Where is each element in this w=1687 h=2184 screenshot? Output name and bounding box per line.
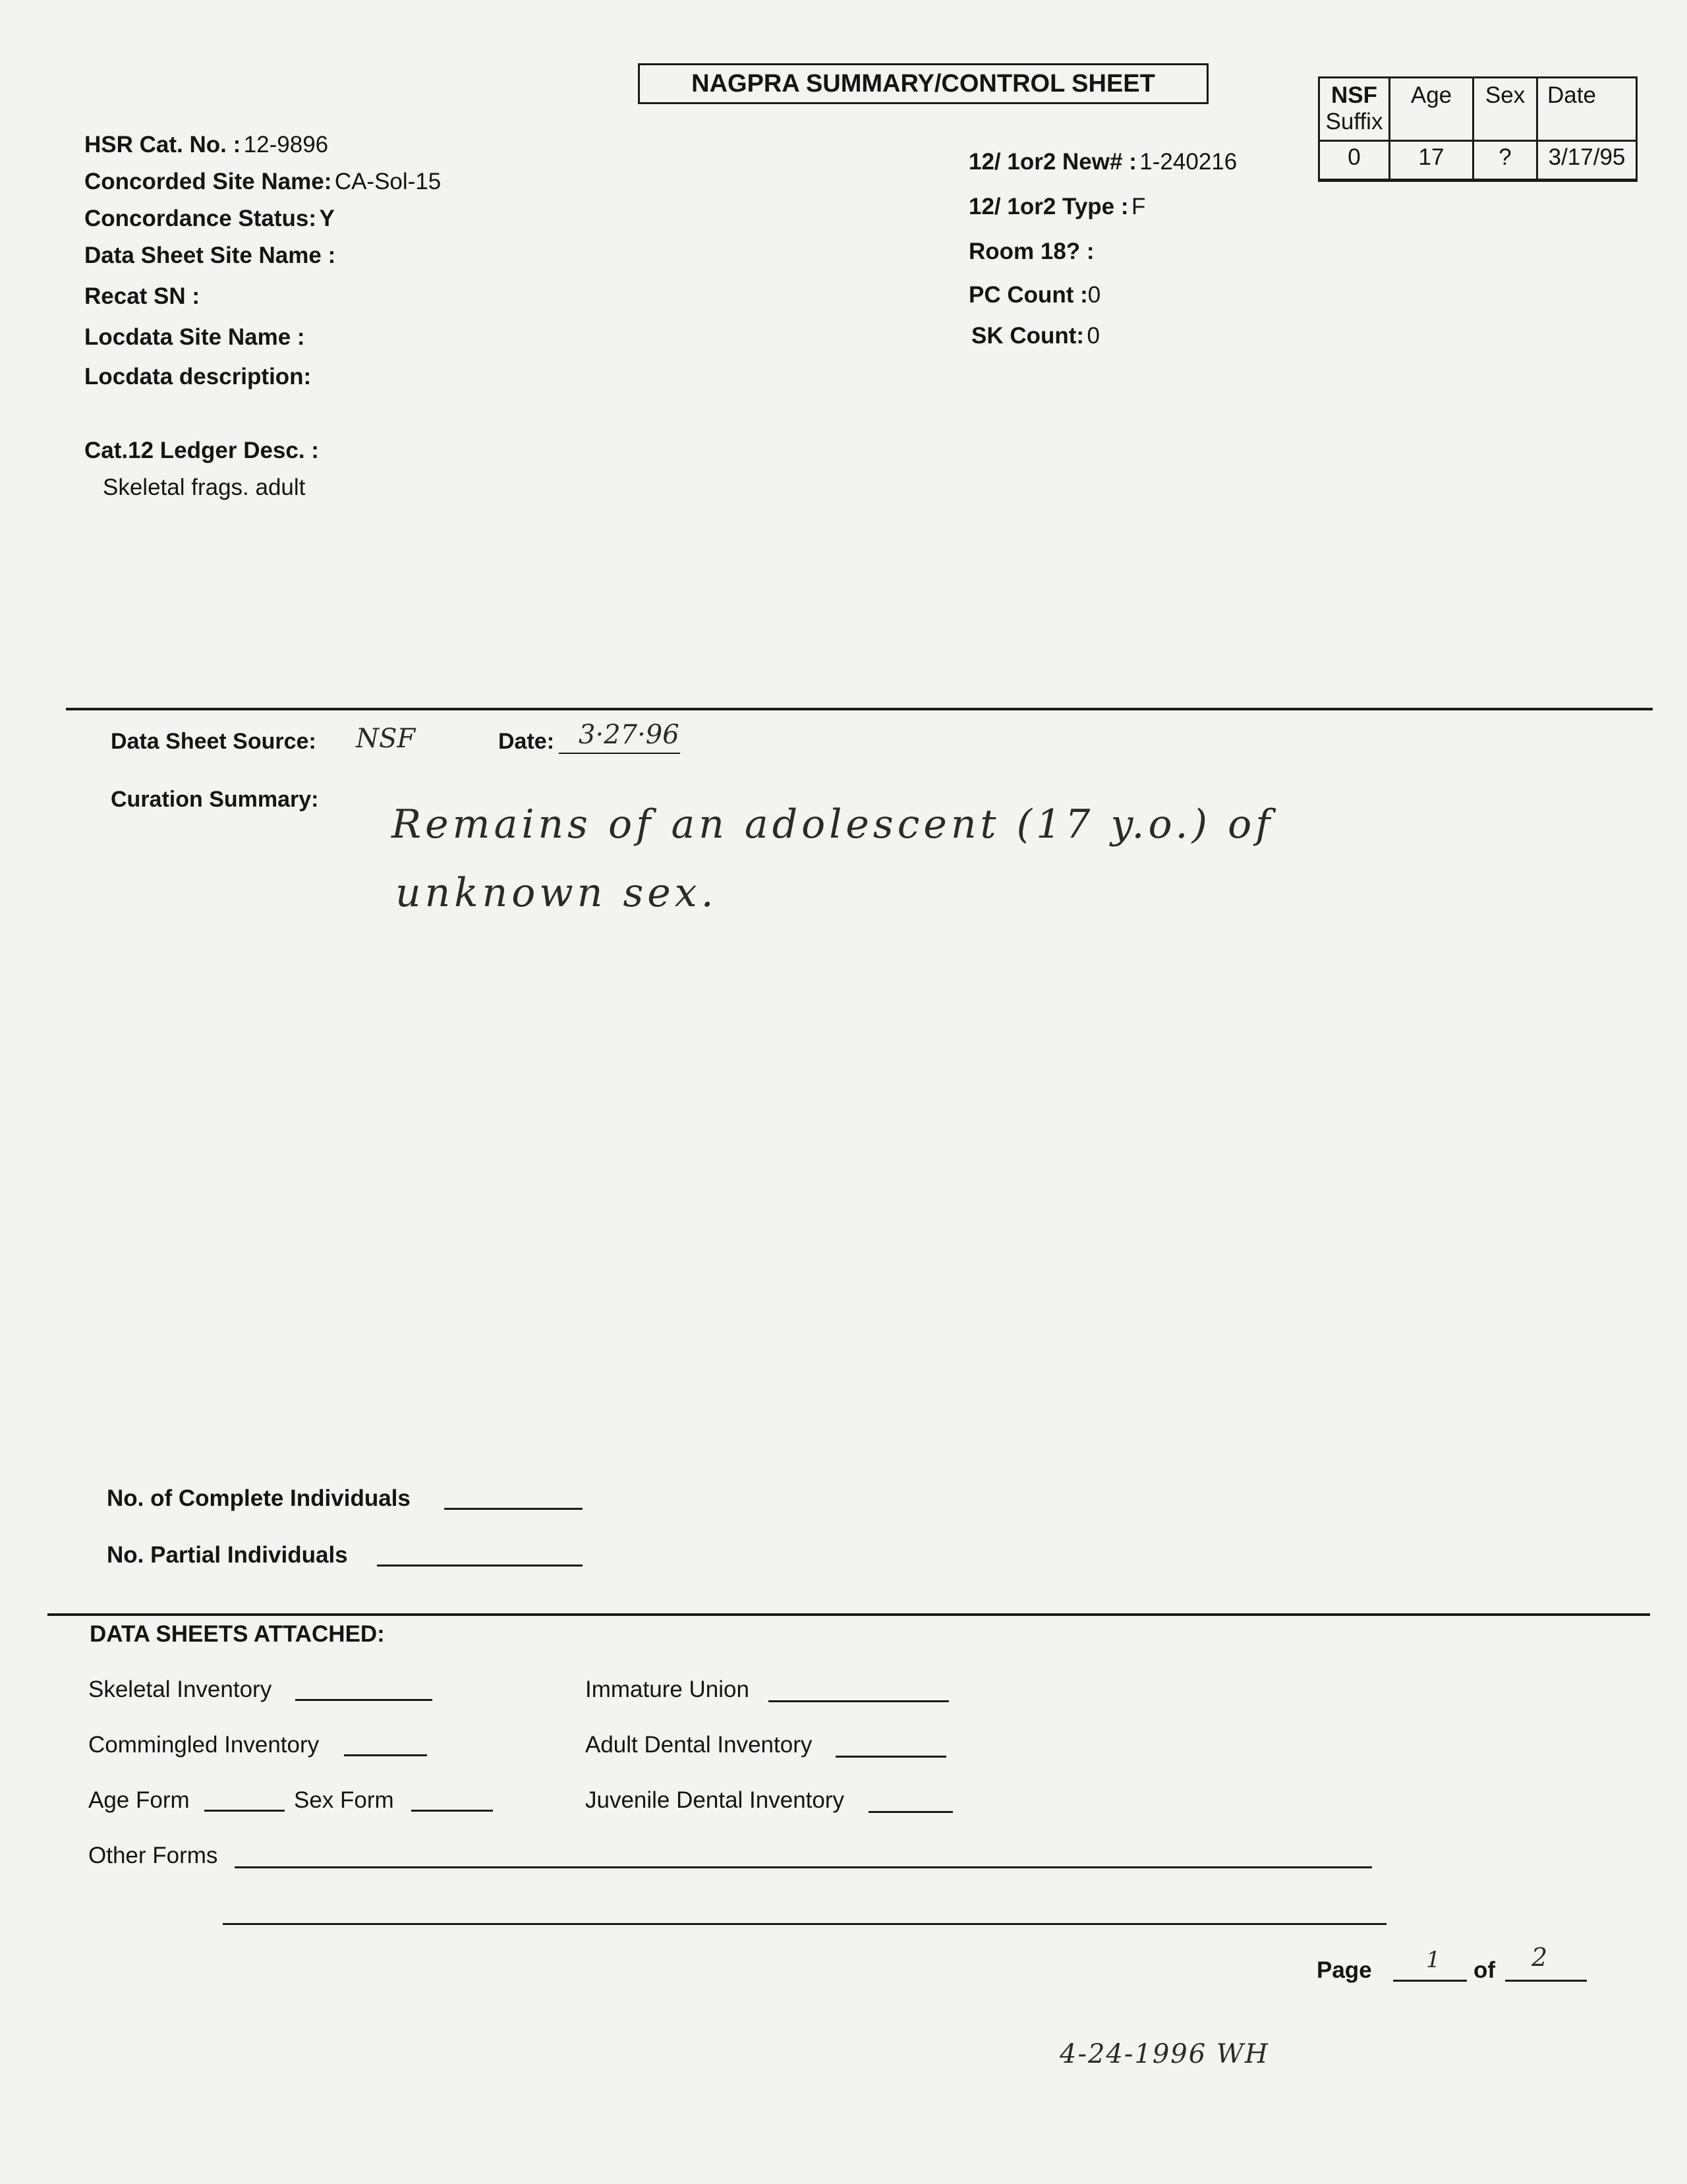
data-sheets-attached-heading: DATA SHEETS ATTACHED: bbox=[90, 1621, 385, 1647]
locdata-description-label: Locdata description: bbox=[84, 364, 312, 389]
complete-individuals-blank[interactable] bbox=[444, 1508, 583, 1510]
curation-summary-label: Curation Summary: bbox=[111, 787, 319, 812]
sex-form-blank[interactable] bbox=[411, 1810, 493, 1812]
hsr-cat-value: 12-9896 bbox=[243, 132, 329, 158]
form-title: NAGPRA SUMMARY/CONTROL SHEET bbox=[638, 63, 1209, 104]
new-number-field bbox=[969, 149, 1237, 175]
partial-individuals-blank[interactable] bbox=[377, 1565, 583, 1566]
hsr-cat-field bbox=[84, 132, 328, 158]
pc-count-field bbox=[969, 282, 1101, 308]
sex-header: Sex bbox=[1473, 78, 1537, 141]
commingled-inventory-label: Commingled Inventory bbox=[88, 1732, 320, 1758]
curation-summary-line-1: Remains of an adolescent (17 y.o.) of bbox=[391, 801, 1274, 848]
type-value: F bbox=[1131, 194, 1146, 219]
concordance-status-value: Y bbox=[319, 206, 335, 231]
page-number-value: 1 bbox=[1426, 1947, 1441, 1973]
ledger-desc-label: Cat.12 Ledger Desc. : bbox=[84, 438, 319, 463]
hsr-cat-label: HSR Cat. No. : bbox=[84, 132, 241, 158]
page-total-blank[interactable] bbox=[1505, 1980, 1587, 1982]
room-18-label: Room 18? : bbox=[969, 239, 1095, 264]
concorded-site-value: CA-Sol-15 bbox=[334, 169, 442, 194]
date-value: 3/17/95 bbox=[1537, 141, 1637, 181]
page-total-value: 2 bbox=[1531, 1943, 1548, 1972]
nsf-table bbox=[1318, 76, 1638, 182]
skeletal-inventory-label: Skeletal Inventory bbox=[88, 1677, 272, 1702]
of-label: of bbox=[1473, 1957, 1496, 1983]
data-sheet-site-label: Data Sheet Site Name : bbox=[84, 243, 336, 268]
other-forms-label: Other Forms bbox=[88, 1843, 218, 1868]
age-header: Age bbox=[1390, 78, 1473, 141]
commingled-inventory-blank[interactable] bbox=[344, 1754, 427, 1756]
pc-count-value: 0 bbox=[1087, 282, 1101, 308]
age-form-blank[interactable] bbox=[204, 1810, 285, 1812]
type-label: 12/ 1or2 Type : bbox=[969, 194, 1129, 219]
locdata-site-label: Locdata Site Name : bbox=[84, 324, 305, 350]
section-divider-top bbox=[66, 708, 1653, 710]
date-header: Date bbox=[1537, 78, 1637, 141]
concordance-status-field bbox=[84, 206, 335, 232]
source-date-underline bbox=[559, 753, 680, 754]
data-sheet-source-label: Data Sheet Source: bbox=[111, 729, 316, 754]
new-number-label: 12/ 1or2 New# : bbox=[969, 149, 1137, 175]
data-sheet-source-value: NSF bbox=[356, 724, 416, 754]
recat-sn-label: Recat SN : bbox=[84, 283, 200, 309]
immature-union-label: Immature Union bbox=[585, 1677, 749, 1702]
concorded-site-label: Concorded Site Name: bbox=[84, 169, 332, 194]
concorded-site-field bbox=[84, 169, 441, 195]
sex-value: ? bbox=[1473, 141, 1537, 181]
sex-form-label: Sex Form bbox=[294, 1787, 394, 1813]
ledger-desc-value: Skeletal frags. adult bbox=[103, 474, 306, 500]
curation-summary-line-2: unknown sex. bbox=[395, 870, 718, 916]
age-value: 17 bbox=[1390, 141, 1473, 181]
new-number-value: 1-240216 bbox=[1139, 149, 1238, 175]
partial-individuals-label: No. Partial Individuals bbox=[107, 1542, 348, 1568]
page-label: Page bbox=[1317, 1957, 1372, 1983]
complete-individuals-label: No. of Complete Individuals bbox=[107, 1485, 411, 1511]
skeletal-inventory-blank[interactable] bbox=[295, 1699, 432, 1701]
sk-count-label: SK Count: bbox=[971, 323, 1085, 349]
juvenile-dental-inventory-label: Juvenile Dental Inventory bbox=[585, 1787, 844, 1813]
juvenile-dental-inventory-blank[interactable] bbox=[869, 1811, 953, 1813]
other-forms-blank-2[interactable] bbox=[223, 1923, 1387, 1925]
adult-dental-inventory-label: Adult Dental Inventory bbox=[585, 1732, 813, 1758]
page-number-blank[interactable] bbox=[1393, 1980, 1467, 1982]
source-date-value: 3·27·96 bbox=[579, 720, 679, 750]
pc-count-label: PC Count : bbox=[969, 282, 1088, 308]
concordance-status-label: Concordance Status: bbox=[84, 206, 316, 231]
source-date-label: Date: bbox=[498, 729, 555, 754]
sk-count-field bbox=[971, 323, 1100, 349]
nsf-suffix-value: 0 bbox=[1319, 141, 1390, 181]
nsf-suffix-header: NSF Suffix bbox=[1319, 78, 1390, 141]
sk-count-value: 0 bbox=[1087, 323, 1100, 349]
other-forms-blank-1[interactable] bbox=[235, 1866, 1372, 1868]
immature-union-blank[interactable] bbox=[768, 1700, 949, 1702]
handwritten-date-initials: 4-24-1996 WH bbox=[1060, 2039, 1269, 2069]
section-divider-bottom bbox=[47, 1613, 1650, 1616]
adult-dental-inventory-blank[interactable] bbox=[836, 1756, 946, 1758]
type-field bbox=[969, 194, 1145, 220]
age-form-label: Age Form bbox=[88, 1787, 190, 1813]
